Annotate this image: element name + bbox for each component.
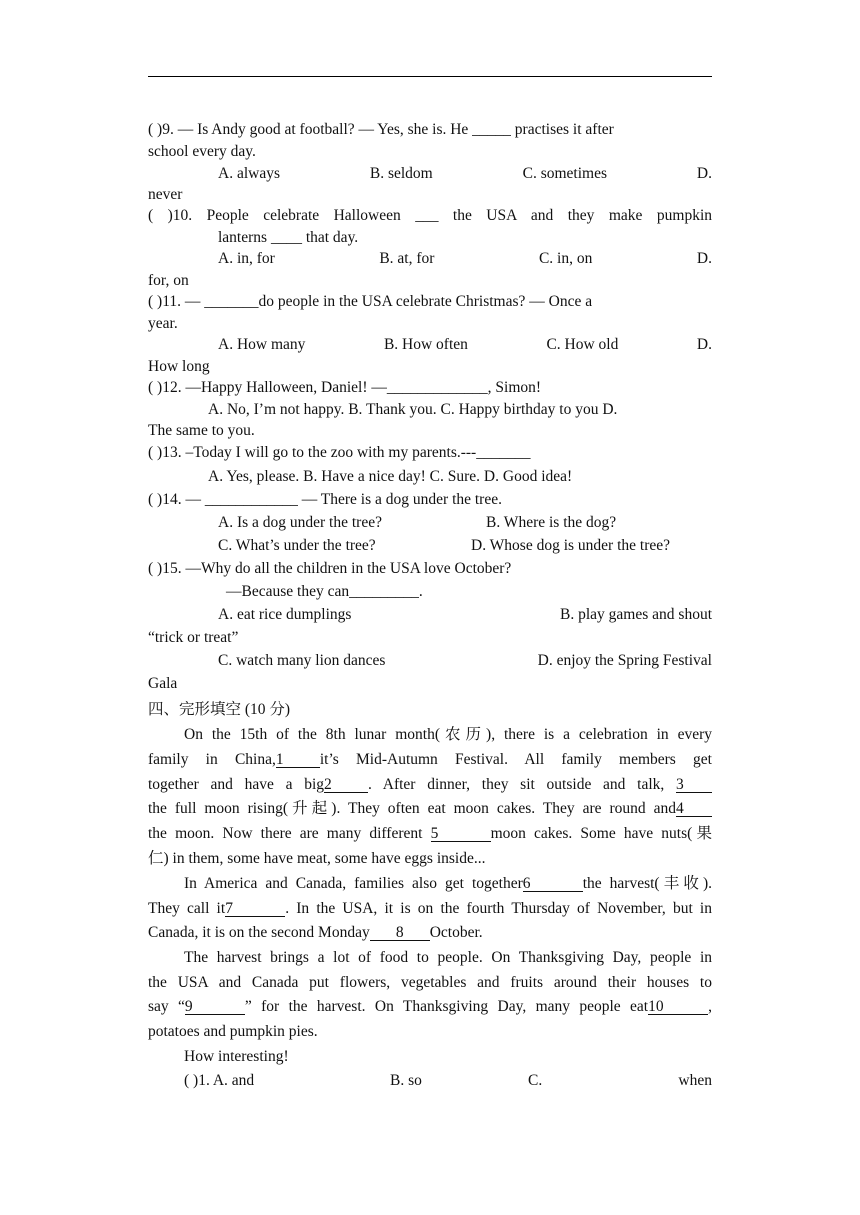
question-9: ( )9. — Is Andy good at football? — Yes, she is. He _____ practises it after	[148, 121, 614, 138]
cloze-question-1	[184, 1070, 712, 1092]
blank-10: 10	[648, 999, 708, 1015]
option-d: D.	[696, 165, 712, 182]
section-heading: 四、完形填空 (10 分)	[148, 701, 291, 718]
blank-2: 2	[324, 777, 368, 793]
header-rule	[148, 76, 712, 77]
option-c: C. What’s under the tree?	[218, 537, 376, 554]
question-12: ( )12. —Happy Halloween, Daniel! —_____________, Simon!	[148, 379, 542, 396]
question-10-cont: lanterns ____ that day.	[218, 229, 359, 246]
blank-7: 7	[225, 901, 285, 917]
passage-line: In America and Canada, families also get together6 the harvest(丰收).	[184, 875, 712, 892]
passage-line: They call it7 . In the USA, it is on the fourth Thursday of November, but in	[148, 900, 712, 917]
passage-line: The harvest brings a lot of food to people. On Thanksgiving Day, people in	[184, 949, 712, 966]
question-9-cont: school every day.	[148, 143, 256, 160]
option-c: C.	[528, 1072, 543, 1089]
option-c: C. sometimes	[522, 165, 608, 182]
option-b: B. Where is the dog?	[486, 514, 617, 531]
option-a: A. How many	[218, 336, 306, 353]
question-15-cont: —Because they can_________.	[226, 583, 423, 600]
option-d: D. Whose dog is under the tree?	[471, 537, 671, 554]
option-d: D.	[696, 336, 712, 353]
option-a: A. in, for	[218, 250, 275, 267]
option-b: B. seldom	[369, 165, 433, 182]
blank-9: 9	[185, 999, 245, 1015]
option-d-cont: never	[148, 186, 183, 203]
option-d-cont: Gala	[148, 675, 178, 692]
passage-line: the full moon rising(升起). They often eat moon cakes. They are round and4	[148, 798, 712, 820]
question-11-options	[218, 334, 712, 356]
question-13: ( )13. –Today I will go to the zoo with my parents.---_______	[148, 444, 531, 461]
question-15-options-ab	[218, 604, 712, 626]
passage-line: say “9 ” for the harvest. On Thanksgiving Day, many people eat10 ,	[148, 998, 712, 1015]
option-a: A. eat rice dumplings	[218, 606, 352, 623]
option-c: C. watch many lion dances	[218, 652, 386, 669]
question-15-options-cd	[218, 650, 712, 672]
option-a: A. always	[218, 165, 280, 182]
option-b: B. How often	[383, 336, 468, 353]
passage-line: together and have a big2 . After dinner, they sit outside and talk, 3	[148, 774, 712, 796]
passage-line: the moon. Now there are many different 5 moon cakes. Some have nuts(果	[148, 825, 713, 842]
passage-line: Canada, it is on the second Monday 8 October.	[148, 924, 483, 941]
question-11-cont: year.	[148, 315, 178, 332]
passage-line: family in China,1 it’s Mid-Autumn Festival. All family members get	[148, 751, 712, 768]
blank-6: 6	[523, 876, 583, 892]
blank-5: 5	[431, 826, 491, 842]
option-b: B. play games and shout	[560, 606, 712, 623]
option-d-cont: How long	[148, 358, 210, 375]
question-9-options	[218, 163, 712, 185]
option-a: A. Is a dog under the tree?	[218, 514, 382, 531]
passage-line: potatoes and pumpkin pies.	[148, 1023, 318, 1040]
option-d-cont: for, on	[148, 272, 189, 289]
blank-3: 3	[676, 777, 712, 793]
option-d: D. enjoy the Spring Festival	[537, 652, 712, 669]
question-10: ( )10. People celebrate Halloween ___ the USA and they make pumpkin	[148, 207, 712, 224]
question-13-options: A. Yes, please. B. Have a nice day! C. Sure. D. Good idea!	[208, 468, 573, 485]
option-b-cont: “trick or treat”	[148, 629, 239, 646]
question-15: ( )15. —Why do all the children in the USA love October?	[148, 560, 512, 577]
question-14: ( )14. — ____________ — There is a dog under the tree.	[148, 491, 502, 508]
option-c: C. How old	[546, 336, 619, 353]
option-d: D.	[696, 250, 712, 267]
blank-1: 1	[276, 752, 320, 768]
passage-line: How interesting!	[184, 1048, 289, 1065]
option-c: C. in, on	[538, 250, 593, 267]
question-11: ( )11. — _______do people in the USA celebrate Christmas? — Once a	[148, 293, 593, 310]
blank-8: 8	[370, 925, 430, 941]
option-b: B. so	[390, 1072, 422, 1089]
option-b: B. at, for	[379, 250, 435, 267]
question-12-options: A. No, I’m not happy. B. Thank you. C. Happy birthday to you D.	[208, 401, 618, 418]
cloze-question-1-a: ( )1. A. and	[184, 1072, 255, 1089]
passage-line: On the 15th of the 8th lunar month(农历), there is a celebration in every	[184, 726, 712, 743]
question-10-options	[218, 248, 712, 270]
option-d: when	[678, 1072, 712, 1089]
blank-4: 4	[676, 801, 712, 817]
option-d-cont: The same to you.	[148, 422, 255, 439]
passage-line: 仁) in them, some have meat, some have eggs inside...	[148, 850, 486, 867]
passage-line: the USA and Canada put flowers, vegetables and fruits around their houses to	[148, 974, 712, 991]
